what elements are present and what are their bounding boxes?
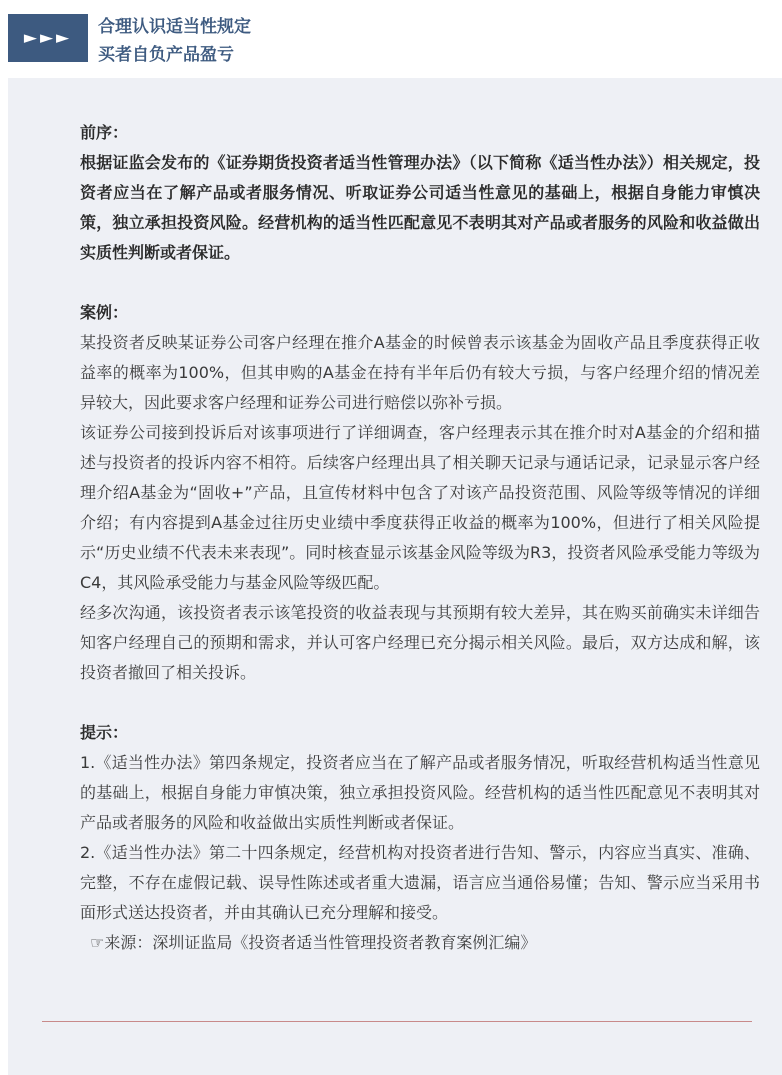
case-paragraph: 该证券公司接到投诉后对该事项进行了详细调查，客户经理表示其在推介时对A基金的介绍和描述与投资者的投诉内容不相符。后续客户经理出具了相关聊天记录与通话记录，记录显示客户经理介绍A基金为“固收+”产品，且宣传材料中包含了对该产品投资范围、风险等级等情况的详细介绍；有内容提到A基金过往历史业绩中季度获得正收益的概率为100%，但进行了相关风险提示“历史业绩不代表未来表现”。同时核查显示该基金风险等级为R3，投资者风险承受能力等级为C4，其风险承受能力与基金风险等级匹配。 xyxy=(80,423,760,592)
case-paragraph: 经多次沟通，该投资者表示该笔投资的收益表现与其预期有较大差异，其在购买前确实未详细告知客户经理自己的预期和需求，并认可客户经理已充分揭示相关风险。最后，双方达成和解，该投资者撤回了相关投诉。 xyxy=(80,603,760,682)
preface-heading: 前序： xyxy=(80,123,129,142)
arrow-badge-icon: ►►► xyxy=(8,14,88,62)
article-body xyxy=(80,118,760,958)
tip-item: 1.《适当性办法》第四条规定，投资者应当在了解产品或者服务情况，听取经营机构适当性意见的基础上，根据自身能力审慎决策，独立承担投资风险。经营机构的适当性匹配意见不表明其对产品或者服务的风险和收益做出实质性判断或者保证。 xyxy=(80,753,760,832)
footer-divider xyxy=(42,1021,752,1022)
case-paragraph: 某投资者反映某证券公司客户经理在推介A基金的时候曾表示该基金为固收产品且季度获得正收益率的概率为100%，但其申购的A基金在持有半年后仍有较大亏损，与客户经理介绍的情况差异较大，因此要求客户经理和证券公司进行赔偿以弥补亏损。 xyxy=(80,333,760,412)
header-title-line-1: 合理认识适当性规定 xyxy=(98,17,251,37)
content-panel xyxy=(8,78,782,1075)
preface-text: 根据证监会发布的《证券期货投资者适当性管理办法》（以下简称《适当性办法》）相关规定，投资者应当在了解产品或者服务情况、听取证券公司适当性意见的基础上，根据自身能力审慎决策，独立承担投资风险。经营机构的适当性匹配意见不表明其对产品或者服务的风险和收益做出实质性判断或者保证。 xyxy=(80,153,760,262)
tips-heading: 提示： xyxy=(80,723,129,742)
header-title-line-2: 买者自负产品盈亏 xyxy=(98,45,234,65)
tip-item: 2.《适当性办法》第二十四条规定，经营机构对投资者进行告知、警示，内容应当真实、准确、完整，不存在虚假记载、误导性陈述或者重大遗漏，语言应当通俗易懂；告知、警示应当采用书面形式送达投资者，并由其确认已充分理解和接受。 xyxy=(80,843,760,922)
source-citation: ☞来源：深圳证监局《投资者适当性管理投资者教育案例汇编》 xyxy=(90,933,537,952)
case-heading: 案例： xyxy=(80,303,129,322)
article-header xyxy=(0,0,782,72)
